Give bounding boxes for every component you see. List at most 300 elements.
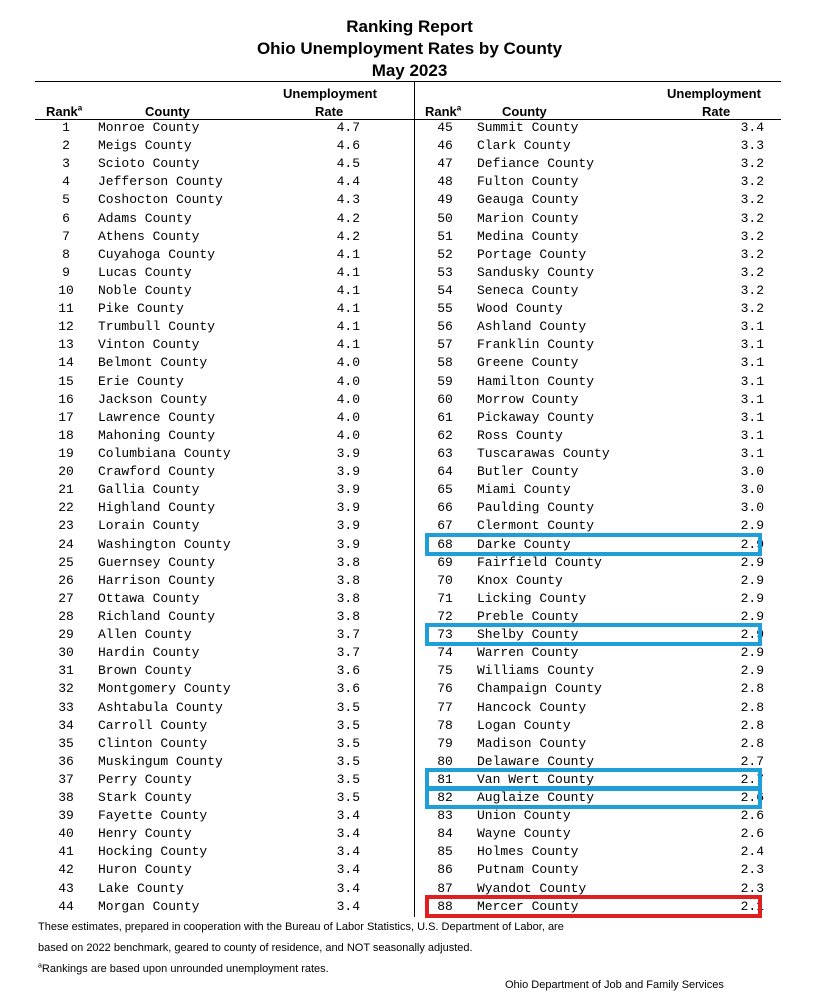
county-cell: Union County <box>477 808 571 824</box>
rate-cell: 3.1 <box>740 337 764 353</box>
county-cell: Madison County <box>477 735 587 751</box>
table-row <box>0 391 414 409</box>
county-cell: Clark County <box>477 138 571 154</box>
rank-cell: 6 <box>62 210 70 226</box>
rank-cell: 23 <box>58 518 74 534</box>
highlight-box-red <box>425 895 762 918</box>
table-row <box>0 861 414 879</box>
rate-cell: 3.4 <box>336 844 360 860</box>
table-row <box>415 825 819 843</box>
table-row <box>415 391 819 409</box>
county-cell: Henry County <box>98 826 192 842</box>
county-cell: Summit County <box>477 120 579 135</box>
left-rate-header-line2: Rate <box>315 104 344 119</box>
rank-cell: 19 <box>58 445 74 461</box>
county-cell: Lawrence County <box>98 409 216 425</box>
rank-cell: 81 <box>437 771 453 787</box>
rate-cell: 2.8 <box>740 699 764 715</box>
rate-cell: 3.2 <box>740 210 764 226</box>
county-cell: Marion County <box>477 210 579 226</box>
rate-cell: 3.5 <box>336 790 360 806</box>
rate-cell: 3.2 <box>740 264 764 280</box>
rate-cell: 2.9 <box>740 645 764 661</box>
report-subtitle: Ohio Unemployment Rates by County <box>256 39 563 58</box>
rank-cell: 46 <box>437 138 453 154</box>
county-cell: Harrison County <box>98 572 216 588</box>
report-date: May 2023 <box>371 61 448 80</box>
rate-cell: 3.4 <box>336 808 360 824</box>
table-row <box>415 699 819 717</box>
rate-cell: 3.5 <box>336 699 360 715</box>
county-cell: Butler County <box>477 464 579 480</box>
county-cell: Delaware County <box>477 753 595 769</box>
rank-cell: 74 <box>437 645 453 661</box>
rank-cell: 34 <box>58 717 74 733</box>
rate-cell: 2.9 <box>740 663 764 679</box>
county-cell: Richland County <box>98 608 216 624</box>
rank-cell: 86 <box>437 862 453 878</box>
highlight-box-blue <box>425 623 762 646</box>
rate-cell: 4.0 <box>336 373 360 389</box>
rate-cell: 3.2 <box>740 282 764 298</box>
county-cell: Huron County <box>98 862 192 878</box>
rank-cell: 69 <box>437 554 453 570</box>
table-row <box>415 717 819 735</box>
rank-cell: 62 <box>437 427 453 443</box>
rank-cell: 56 <box>437 319 453 335</box>
table-row <box>415 119 819 137</box>
county-cell: Wayne County <box>477 826 571 842</box>
rank-cell: 87 <box>437 880 453 896</box>
rank-cell: 28 <box>58 608 74 624</box>
rank-cell: 49 <box>437 192 453 208</box>
rank-cell: 7 <box>62 228 70 244</box>
rate-cell: 2.9 <box>740 627 764 643</box>
rate-cell: 2.9 <box>740 590 764 606</box>
table-row <box>0 463 414 481</box>
table-row <box>415 590 819 608</box>
county-cell: Stark County <box>98 790 192 806</box>
rate-cell: 4.2 <box>336 210 360 226</box>
county-cell: Meigs County <box>98 138 192 154</box>
county-cell: Fairfield County <box>477 554 602 570</box>
table-row <box>415 644 819 662</box>
rate-cell: 4.3 <box>336 192 360 208</box>
top-rule <box>35 81 781 82</box>
rate-cell: 2.9 <box>740 608 764 624</box>
rate-cell: 3.2 <box>740 301 764 317</box>
table-row <box>415 318 819 336</box>
rate-cell: 3.4 <box>740 120 764 135</box>
rank-cell: 71 <box>437 590 453 606</box>
table-row <box>0 590 414 608</box>
table-row <box>415 300 819 318</box>
rank-cell: 20 <box>58 464 74 480</box>
table-row <box>415 807 819 825</box>
rank-cell: 77 <box>437 699 453 715</box>
table-row <box>0 427 414 445</box>
county-cell: Fulton County <box>477 174 579 190</box>
rank-cell: 53 <box>437 264 453 280</box>
rate-cell: 3.6 <box>336 663 360 679</box>
rank-cell: 10 <box>58 282 74 298</box>
table-row <box>0 825 414 843</box>
rank-cell: 31 <box>58 663 74 679</box>
rate-cell: 2.9 <box>740 554 764 570</box>
rank-cell: 25 <box>58 554 74 570</box>
rate-cell: 2.4 <box>740 844 764 860</box>
table-row <box>0 210 414 228</box>
rate-cell: 3.9 <box>336 518 360 534</box>
county-cell: Erie County <box>98 373 184 389</box>
rate-cell: 3.4 <box>336 880 360 896</box>
table-row <box>415 210 819 228</box>
table-row <box>415 445 819 463</box>
county-cell: Jackson County <box>98 391 208 407</box>
county-cell: Holmes County <box>477 844 579 860</box>
rate-cell: 4.5 <box>336 156 360 172</box>
county-cell: Paulding County <box>477 500 595 516</box>
rate-cell: 2.3 <box>740 880 764 896</box>
rank-cell: 67 <box>437 518 453 534</box>
rate-cell: 3.8 <box>336 554 360 570</box>
table-row <box>415 336 819 354</box>
table-row <box>415 463 819 481</box>
table-row <box>0 373 414 391</box>
rank-cell: 47 <box>437 156 453 172</box>
rank-cell: 78 <box>437 717 453 733</box>
rate-cell: 3.4 <box>336 862 360 878</box>
table-row <box>0 409 414 427</box>
rate-cell: 3.5 <box>336 753 360 769</box>
rank-cell: 27 <box>58 590 74 606</box>
rank-cell: 48 <box>437 174 453 190</box>
rank-cell: 45 <box>437 120 453 135</box>
rank-cell: 54 <box>437 282 453 298</box>
county-cell: Ottawa County <box>98 590 200 606</box>
rate-cell: 2.9 <box>740 536 764 552</box>
table-row <box>0 264 414 282</box>
table-row <box>0 843 414 861</box>
county-cell: Monroe County <box>98 120 200 135</box>
rate-cell: 2.8 <box>740 681 764 697</box>
rate-cell: 4.2 <box>336 228 360 244</box>
rank-cell: 63 <box>437 445 453 461</box>
table-row <box>0 608 414 626</box>
county-cell: Hancock County <box>477 699 587 715</box>
county-cell: Mahoning County <box>98 427 216 443</box>
rate-cell: 3.2 <box>740 228 764 244</box>
county-cell: Tuscarawas County <box>477 445 610 461</box>
rate-cell: 3.8 <box>336 590 360 606</box>
rank-cell: 61 <box>437 409 453 425</box>
rate-cell: 2.6 <box>740 826 764 842</box>
rate-cell: 3.7 <box>336 645 360 661</box>
rank-cell: 11 <box>58 301 74 317</box>
table-row <box>0 517 414 535</box>
rate-cell: 2.8 <box>740 717 764 733</box>
rank-cell: 44 <box>58 898 74 914</box>
county-cell: Muskingum County <box>98 753 223 769</box>
county-cell: Wyandot County <box>477 880 587 896</box>
table-row <box>0 536 414 554</box>
rate-cell: 2.1 <box>740 898 764 914</box>
rank-cell: 75 <box>437 663 453 679</box>
rate-cell: 4.1 <box>336 264 360 280</box>
county-cell: Lake County <box>98 880 184 896</box>
rank-cell: 17 <box>58 409 74 425</box>
county-cell: Auglaize County <box>477 790 595 806</box>
rank-cell: 24 <box>58 536 74 552</box>
county-cell: Athens County <box>98 228 200 244</box>
county-cell: Darke County <box>477 536 571 552</box>
table-row <box>0 228 414 246</box>
table-row <box>415 427 819 445</box>
left-rank-table <box>0 119 414 916</box>
table-row <box>0 717 414 735</box>
rank-cell: 16 <box>58 391 74 407</box>
county-cell: Van Wert County <box>477 771 595 787</box>
rate-cell: 4.0 <box>336 355 360 371</box>
table-row <box>415 155 819 173</box>
table-row <box>0 336 414 354</box>
county-cell: Logan County <box>477 717 571 733</box>
county-cell: Hamilton County <box>477 373 595 389</box>
county-cell: Scioto County <box>98 156 200 172</box>
rate-cell: 4.1 <box>336 319 360 335</box>
county-cell: Highland County <box>98 500 216 516</box>
rate-cell: 3.0 <box>740 482 764 498</box>
table-row <box>0 644 414 662</box>
county-cell: Vinton County <box>98 337 200 353</box>
rate-cell: 4.7 <box>336 120 360 135</box>
rate-cell: 4.1 <box>336 301 360 317</box>
rate-cell: 3.9 <box>336 445 360 461</box>
rank-cell: 60 <box>437 391 453 407</box>
county-cell: Sandusky County <box>477 264 595 280</box>
county-cell: Jefferson County <box>98 174 223 190</box>
left-rate-header-line1: Unemployment <box>283 86 377 101</box>
table-row <box>415 137 819 155</box>
table-row <box>415 481 819 499</box>
county-cell: Allen County <box>98 627 192 643</box>
county-cell: Montgomery County <box>98 681 231 697</box>
right-rank-header: Rank$^a$ <box>425 103 462 119</box>
right-county-header: County <box>502 104 547 119</box>
rate-cell: 4.4 <box>336 174 360 190</box>
rate-cell: 3.1 <box>740 409 764 425</box>
county-cell: Pickaway County <box>477 409 595 425</box>
report-title: Ranking Report <box>346 17 473 36</box>
table-row <box>0 880 414 898</box>
table-row <box>0 282 414 300</box>
county-cell: Columbiana County <box>98 445 231 461</box>
footnote-rankings: $^a$Rankings are based upon unrounded unemployment rates. <box>38 962 329 975</box>
rank-cell: 12 <box>58 319 74 335</box>
rank-cell: 68 <box>437 536 453 552</box>
table-row <box>415 191 819 209</box>
county-cell: Lorain County <box>98 518 200 534</box>
table-row <box>0 481 414 499</box>
county-cell: Mercer County <box>477 898 579 914</box>
county-cell: Cuyahoga County <box>98 246 216 262</box>
county-cell: Trumbull County <box>98 319 216 335</box>
rate-cell: 3.8 <box>336 608 360 624</box>
rate-cell: 3.2 <box>740 174 764 190</box>
table-row <box>0 662 414 680</box>
rank-cell: 37 <box>58 771 74 787</box>
table-row <box>415 843 819 861</box>
county-cell: Ashtabula County <box>98 699 223 715</box>
rank-cell: 5 <box>62 192 70 208</box>
rate-cell: 3.2 <box>740 156 764 172</box>
county-cell: Defiance County <box>477 156 595 172</box>
county-cell: Washington County <box>98 536 231 552</box>
county-cell: Morrow County <box>477 391 579 407</box>
county-cell: Shelby County <box>477 627 579 643</box>
table-row <box>415 662 819 680</box>
county-cell: Medina County <box>477 228 579 244</box>
table-row <box>415 735 819 753</box>
rate-cell: 3.1 <box>740 319 764 335</box>
county-cell: Ashland County <box>477 319 587 335</box>
county-cell: Williams County <box>477 663 595 679</box>
table-row <box>415 861 819 879</box>
rate-cell: 3.9 <box>336 500 360 516</box>
table-row <box>0 354 414 372</box>
table-row <box>0 191 414 209</box>
county-cell: Lucas County <box>98 264 192 280</box>
rank-cell: 21 <box>58 482 74 498</box>
rank-cell: 73 <box>437 627 453 643</box>
rank-cell: 26 <box>58 572 74 588</box>
table-row <box>0 699 414 717</box>
county-cell: Portage County <box>477 246 587 262</box>
rate-cell: 3.7 <box>336 627 360 643</box>
rank-cell: 55 <box>437 301 453 317</box>
rank-cell: 36 <box>58 753 74 769</box>
county-cell: Seneca County <box>477 282 579 298</box>
rate-cell: 3.2 <box>740 246 764 262</box>
rank-cell: 59 <box>437 373 453 389</box>
county-cell: Clermont County <box>477 518 595 534</box>
county-cell: Hardin County <box>98 645 200 661</box>
rank-cell: 8 <box>62 246 70 262</box>
county-cell: Hocking County <box>98 844 208 860</box>
left-rank-header: Rank$^a$ <box>46 103 83 119</box>
table-row <box>415 373 819 391</box>
rank-cell: 9 <box>62 264 70 280</box>
rank-cell: 42 <box>58 862 74 878</box>
rank-cell: 58 <box>437 355 453 371</box>
table-row <box>0 626 414 644</box>
county-cell: Franklin County <box>477 337 595 353</box>
footnote-estimates: These estimates, prepared in cooperation with the Bureau of Labor Statistics, U.S. Department of Labor, are <box>38 921 564 933</box>
rank-cell: 84 <box>437 826 453 842</box>
table-row <box>0 300 414 318</box>
rate-cell: 4.6 <box>336 138 360 154</box>
county-cell: Carroll County <box>98 717 208 733</box>
rate-cell: 4.0 <box>336 427 360 443</box>
table-row <box>0 173 414 191</box>
county-cell: Putnam County <box>477 862 579 878</box>
table-row <box>415 282 819 300</box>
rank-cell: 29 <box>58 627 74 643</box>
rank-cell: 85 <box>437 844 453 860</box>
rate-cell: 3.1 <box>740 445 764 461</box>
rank-cell: 4 <box>62 174 70 190</box>
county-cell: Crawford County <box>98 464 216 480</box>
rate-cell: 3.1 <box>740 391 764 407</box>
table-row <box>415 246 819 264</box>
county-cell: Pike County <box>98 301 184 317</box>
rank-cell: 15 <box>58 373 74 389</box>
county-cell: Brown County <box>98 663 192 679</box>
county-cell: Ross County <box>477 427 563 443</box>
table-row <box>415 264 819 282</box>
table-row <box>0 680 414 698</box>
table-row <box>415 554 819 572</box>
table-row <box>415 680 819 698</box>
table-row <box>0 807 414 825</box>
rate-cell: 3.9 <box>336 536 360 552</box>
rank-cell: 33 <box>58 699 74 715</box>
rank-cell: 82 <box>437 790 453 806</box>
rate-cell: 4.0 <box>336 391 360 407</box>
rank-cell: 13 <box>58 337 74 353</box>
rate-cell: 2.9 <box>740 518 764 534</box>
table-row <box>415 228 819 246</box>
county-cell: Geauga County <box>477 192 579 208</box>
rate-cell: 3.6 <box>336 681 360 697</box>
county-cell: Clinton County <box>98 735 208 751</box>
highlight-box-blue <box>425 533 762 556</box>
table-row <box>415 354 819 372</box>
rate-cell: 3.4 <box>336 826 360 842</box>
table-row <box>0 572 414 590</box>
rate-cell: 2.6 <box>740 808 764 824</box>
footnote-benchmark: based on 2022 benchmark, geared to county of residence, and NOT seasonally adjusted. <box>38 942 473 954</box>
county-cell: Miami County <box>477 482 571 498</box>
table-row <box>0 445 414 463</box>
table-row <box>0 753 414 771</box>
rank-cell: 1 <box>62 120 70 135</box>
table-row <box>0 499 414 517</box>
rate-cell: 3.1 <box>740 427 764 443</box>
rank-cell: 70 <box>437 572 453 588</box>
table-row <box>0 318 414 336</box>
rank-cell: 41 <box>58 844 74 860</box>
rate-cell: 3.5 <box>336 771 360 787</box>
rank-cell: 43 <box>58 880 74 896</box>
county-cell: Champaign County <box>477 681 602 697</box>
rank-cell: 52 <box>437 246 453 262</box>
table-row <box>415 409 819 427</box>
county-cell: Noble County <box>98 282 192 298</box>
rank-cell: 2 <box>62 138 70 154</box>
rank-cell: 22 <box>58 500 74 516</box>
highlight-box-blue <box>425 786 762 809</box>
rate-cell: 2.7 <box>740 771 764 787</box>
rate-cell: 3.5 <box>336 717 360 733</box>
table-row <box>0 137 414 155</box>
rank-cell: 40 <box>58 826 74 842</box>
rank-cell: 65 <box>437 482 453 498</box>
rank-cell: 3 <box>62 156 70 172</box>
rank-cell: 50 <box>437 210 453 226</box>
rank-cell: 66 <box>437 500 453 516</box>
table-row <box>0 735 414 753</box>
